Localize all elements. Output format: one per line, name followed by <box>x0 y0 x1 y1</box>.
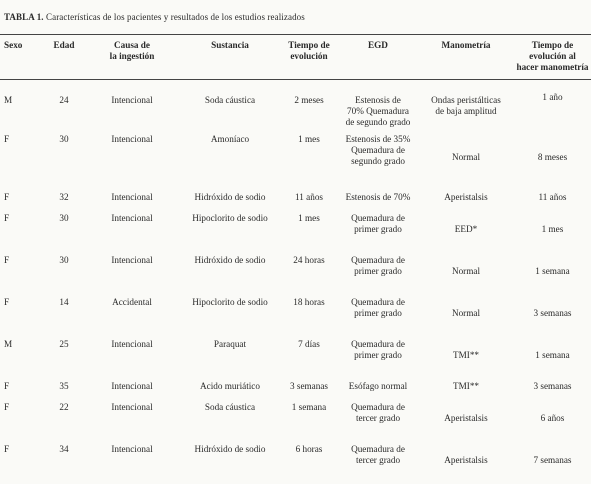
table-row <box>0 400 591 442</box>
cell-sustancia: Hipoclorito de sodio <box>192 213 268 223</box>
header-manometria: Manometría <box>441 40 491 50</box>
table-caption-text: Características de los pacientes y resultados de los estudios realizados <box>46 12 305 22</box>
cell-edad: 34 <box>59 444 69 454</box>
table-row <box>0 211 591 253</box>
cell-manometria: Aperistalsis <box>444 413 488 423</box>
cell-tiempo: 3 semanas <box>289 381 328 391</box>
cell-sexo: F <box>4 134 10 144</box>
cell-causa: Intencional <box>111 402 153 412</box>
cell-tiempo-manometria: 3 semanas <box>533 381 572 391</box>
table-row <box>0 253 591 295</box>
cell-tiempo-manometria: 11 años <box>538 192 567 202</box>
cell-edad: 35 <box>59 381 69 391</box>
table-caption-label: TABLA 1. <box>4 12 44 22</box>
cell-egd: Quemadura de primer grado <box>351 255 405 276</box>
cell-tiempo: 6 horas <box>295 444 323 454</box>
cell-sexo: F <box>4 192 10 202</box>
table-row <box>0 190 591 211</box>
cell-tiempo: 18 horas <box>293 297 325 307</box>
cell-sexo: M <box>4 95 13 105</box>
header-sexo: Sexo <box>4 40 23 50</box>
cell-sustancia: Hipoclorito de sodio <box>192 297 268 307</box>
cell-sustancia: Paraquat <box>213 339 247 349</box>
cell-causa: Intencional <box>111 381 153 391</box>
cell-tiempo: 1 mes <box>298 134 320 144</box>
cell-causa: Intencional <box>111 192 153 202</box>
cell-manometria: Aperistalsis <box>444 455 488 465</box>
cell-sexo: M <box>4 339 13 349</box>
cell-tiempo-manometria: 1 año <box>542 92 563 102</box>
cell-edad: 24 <box>59 95 69 105</box>
cell-egd: Quemadura de primer grado <box>351 213 405 234</box>
cell-tiempo-manometria: 1 semana <box>535 266 570 276</box>
table-row <box>0 133 591 190</box>
cell-edad: 30 <box>59 255 69 265</box>
table-caption <box>4 12 305 22</box>
cell-tiempo-manometria: 1 mes <box>541 224 564 234</box>
cell-sustancia: Amoníaco <box>210 134 250 144</box>
cell-tiempo-manometria: 3 semanas <box>533 308 572 318</box>
cell-sexo: F <box>4 444 10 454</box>
cell-sexo: F <box>4 402 10 412</box>
cell-egd: Estenosis de 70% Quemadura de segundo grado <box>345 95 411 127</box>
cell-tiempo-manometria: 6 años <box>540 413 565 423</box>
cell-egd: Esófago normal <box>348 381 408 391</box>
cell-manometria: EED* <box>454 224 478 234</box>
header-tiempo-manometria: Tiempo de evolución al hacer manometría <box>516 40 589 72</box>
cell-edad: 25 <box>59 339 69 349</box>
cell-causa: Intencional <box>111 95 153 105</box>
cell-tiempo-manometria: 1 semana <box>535 350 570 360</box>
table-row <box>0 379 591 400</box>
cell-manometria: Ondas peristálticas de baja amplitud <box>431 95 501 116</box>
cell-manometria: TMI** <box>452 350 480 360</box>
cell-sustancia: Hidróxido de sodio <box>194 255 266 265</box>
cell-egd: Quemadura de tercer grado <box>351 402 405 423</box>
cell-sexo: F <box>4 381 10 391</box>
table-row <box>0 79 591 133</box>
cell-sustancia: Hidróxido de sodio <box>194 444 266 454</box>
header-egd: EGD <box>368 40 388 50</box>
cell-causa: Intencional <box>111 213 153 223</box>
cell-sustancia: Soda cáustica <box>204 95 256 105</box>
cell-edad: 30 <box>59 213 69 223</box>
cell-causa: Accidental <box>112 297 152 307</box>
cell-egd: Estenosis de 35% Quemadura de segundo grado <box>345 134 411 166</box>
cell-tiempo: 1 mes <box>298 213 320 223</box>
cell-tiempo: 11 años <box>295 192 323 202</box>
cell-edad: 30 <box>59 134 69 144</box>
cell-tiempo: 7 días <box>298 339 320 349</box>
cell-manometria: Aperistalsis <box>444 192 488 202</box>
cell-manometria: Normal <box>451 152 481 162</box>
header-causa: Causa de la ingestión <box>109 40 155 61</box>
cell-egd: Quemadura de tercer grado <box>351 444 405 465</box>
table-row <box>0 295 591 337</box>
header-edad: Edad <box>53 40 75 50</box>
cell-manometria: Normal <box>451 308 481 318</box>
top-rule <box>0 34 591 35</box>
header-tiempo: Tiempo de evolución <box>288 40 330 61</box>
header-row <box>0 40 591 79</box>
patients-table <box>0 40 591 484</box>
cell-manometria: Normal <box>451 266 481 276</box>
cell-sexo: F <box>4 213 10 223</box>
cell-egd: Quemadura de primer grado <box>351 297 405 318</box>
cell-causa: Intencional <box>111 134 153 144</box>
cell-sustancia: Hidróxido de sodio <box>194 192 266 202</box>
cell-edad: 22 <box>59 402 69 412</box>
cell-edad: 14 <box>59 297 69 307</box>
cell-sustancia: Soda cáustica <box>204 402 256 412</box>
cell-causa: Intencional <box>111 444 153 454</box>
cell-tiempo: 2 meses <box>294 95 324 105</box>
table-row <box>0 337 591 379</box>
cell-causa: Intencional <box>111 255 153 265</box>
header-sustancia: Sustancia <box>211 40 249 50</box>
cell-causa: Intencional <box>111 339 153 349</box>
cell-tiempo: 24 horas <box>293 255 325 265</box>
cell-manometria: TMI** <box>452 381 480 391</box>
cell-sexo: F <box>4 255 10 265</box>
cell-sexo: F <box>4 297 10 307</box>
cell-edad: 32 <box>59 192 69 202</box>
cell-egd: Estenosis de 70% <box>345 192 411 202</box>
cell-tiempo-manometria: 7 semanas <box>533 455 572 465</box>
cell-egd: Quemadura de primer grado <box>351 339 405 360</box>
cell-tiempo: 1 semana <box>291 402 327 412</box>
cell-tiempo-manometria: 8 meses <box>537 152 568 162</box>
cell-sustancia: Acido muriático <box>200 381 260 391</box>
table-row <box>0 442 591 484</box>
